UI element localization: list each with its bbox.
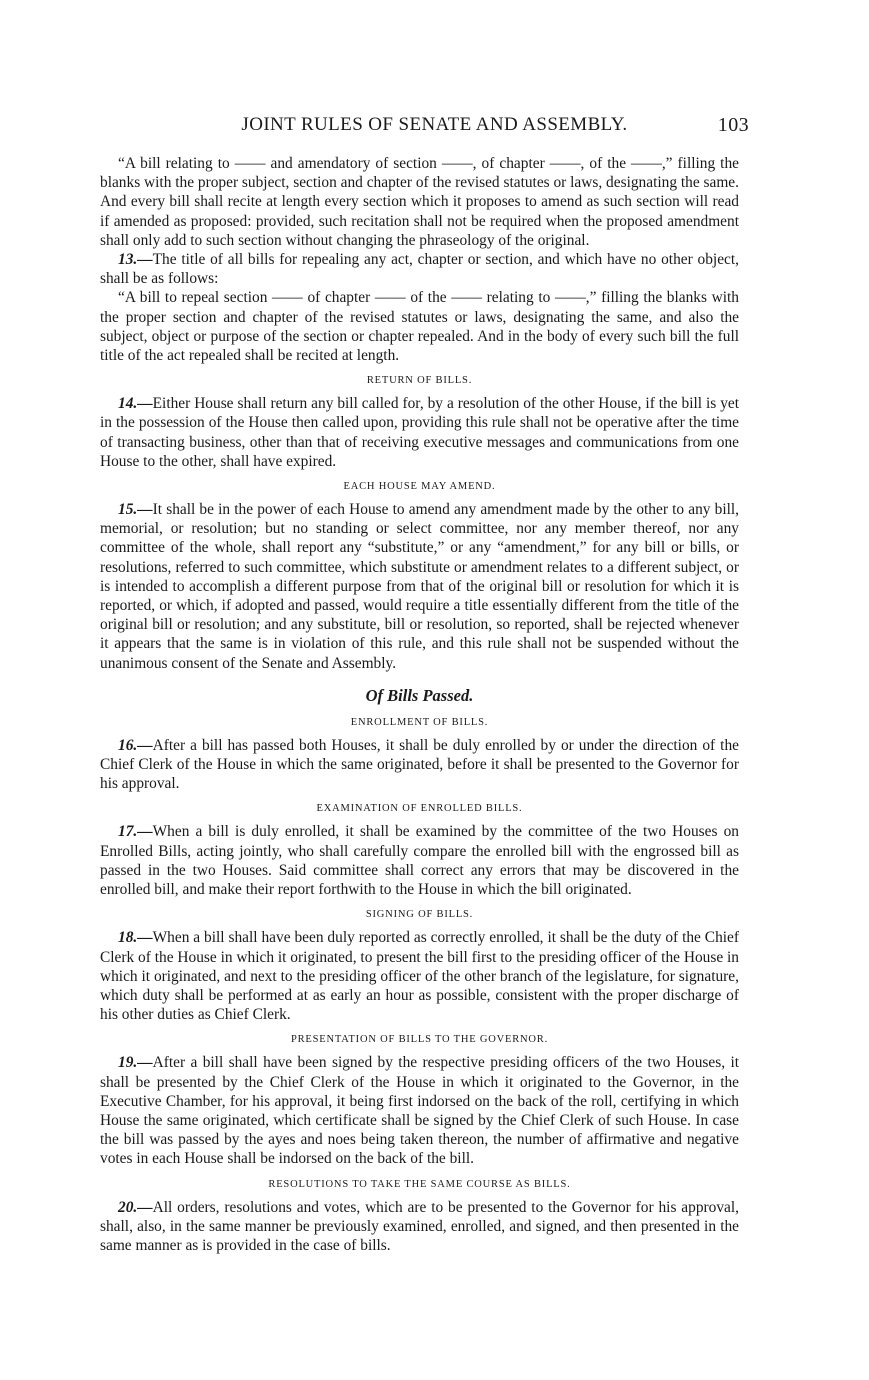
- rule-number: 13.—: [118, 251, 153, 269]
- paragraph-text: After a bill has passed both Houses, it shall be duly enrolled by or under the direction of the Chief Clerk of the House in which the same originated, before it shall be presented to the Governor for his approval.: [100, 736, 739, 793]
- rule-number: 19.—: [118, 1054, 153, 1072]
- section-subheading: SIGNING OF BILLS.: [365, 909, 474, 921]
- rule-number: 15.—: [118, 501, 153, 519]
- rule-paragraph: [100, 500, 739, 673]
- paragraph-text: When a bill is duly enrolled, it shall be examined by the committee of the two Houses on Enrolled Bills, acting jointly, who shall carefully compare the enrolled bill with the engrossed bill as passed in the two Houses. Said committee shall correct any errors that may be discovered in the enrolled bill, and make their report forthwith to the House in which the bill originated.: [100, 823, 739, 899]
- document-body: [100, 154, 739, 1255]
- rule-number: 18.—: [118, 929, 153, 947]
- paragraph-text: All orders, resolutions and votes, which are to be presented to the Governor for his approval, shall, also, in the same manner be previously examined, enrolled, and signed, and then presented in the same manner as is provided in the case of bills.: [100, 1198, 739, 1254]
- section-subheading: EXAMINATION OF ENROLLED BILLS.: [316, 803, 523, 815]
- paragraph-text: “A bill relating to —— and amendatory of section ——, of chapter ——, of the ——,” filling the blanks with the proper subject, section and chapter of the revised statutes or laws, designating the same. And every bill shall recite at length every section which it proposes to amend as such section will read if amended as proposed: provided, such recitation shall not be required when the proposed amendment shall only add to such section without changing the phraseology of the original.: [100, 155, 739, 249]
- paragraph-text: It shall be in the power of each House to amend any amendment made by the other to any bill, memorial, or resolution; but no standing or select committee, nor any member thereof, nor any committee of the whole, shall report any “substitute,” or any “amendment,” for any bill or bills, or resolutions, referred to such committee, which substitute or amendment relates to a different subject, or is intended to accomplish a different purpose from that of the original bill or resolution for which it is reported, or which, if adopted and passed, would require a title essentially different from the title of the original bill or resolution; and any substitute, bill or resolution, so reported, shall be rejected whenever it appears that the same is in violation of this rule, and this rule shall not be suspended without the unanimous consent of the Senate and Assembly.: [100, 501, 739, 672]
- part-heading: Of Bills Passed.: [365, 685, 474, 705]
- rule-paragraph: [100, 736, 739, 794]
- rule-paragraph: [100, 1198, 739, 1256]
- running-head: [100, 112, 749, 138]
- rule-number: 14.—: [118, 395, 153, 413]
- section-subheading: PRESENTATION OF BILLS TO THE GOVERNOR.: [290, 1034, 549, 1046]
- section-subheading: ENROLLMENT OF BILLS.: [350, 716, 489, 728]
- rule-number: 20.—: [118, 1198, 153, 1216]
- rule-number: 16.—: [118, 736, 153, 754]
- section-subheading: RETURN OF BILLS.: [366, 375, 473, 387]
- paragraph-text: When a bill shall have been duly reported as correctly enrolled, it shall be the duty of the Chief Clerk of the House in which it originated, to present the bill first to the presiding officer of the House in which it originated, and next to the presiding officer of the other branch of the legislature, for signature, which duty shall be performed at as early an hour as possible, consistent with the proper discharge of his other duties as Chief Clerk.: [100, 929, 739, 1024]
- page-title: JOINT RULES OF SENATE AND ASSEMBLY.: [241, 114, 628, 135]
- paragraph: [100, 154, 739, 250]
- rule-paragraph: [100, 822, 739, 899]
- paragraph-text: The title of all bills for repealing any act, chapter or section, and which have no other object, shall be as follows:: [100, 251, 739, 288]
- paragraph-text: After a bill shall have been signed by the respective presiding officers of the two Houses, it shall be presented by the Chief Clerk of the House in which it originated to the Governor, in the Executive Chamber, for his approval, it being first indorsed on the back of the roll, certifying in which House the same originated, which certificate shall be signed by the Chief Clerk of such House. In case the bill was passed by the ayes and noes being taken thereon, the number of affirmative and negative votes in each House shall be indorsed on the back of the bill.: [100, 1054, 739, 1168]
- section-subheading: EACH HOUSE MAY AMEND.: [343, 481, 496, 493]
- rule-paragraph: [100, 394, 739, 471]
- paragraph-text: Either House shall return any bill called for, by a resolution of the other House, if the bill is yet in the possession of the House then called upon, providing this rule shall not be operative after the time of transacting business, other than that of receiving executive messages and communications from one House to the other, shall have expired.: [100, 395, 739, 470]
- rule-paragraph: [100, 250, 739, 288]
- rule-number: 17.—: [118, 823, 153, 841]
- paragraph: [100, 288, 739, 365]
- rule-paragraph: [100, 1053, 739, 1168]
- page-number: 103: [717, 114, 749, 136]
- section-subheading: RESOLUTIONS TO TAKE THE SAME COURSE AS BILLS.: [268, 1178, 571, 1190]
- rule-paragraph: [100, 928, 739, 1024]
- paragraph-text: “A bill to repeal section —— of chapter —— of the —— relating to ——,” filling the blanks with the proper section and chapter of the revised statutes or laws, designating the same, and also the subject, object or purpose of the section or chapter repealed. And in the body of every such bill the full title of the act repealed shall be recited at length.: [100, 289, 739, 365]
